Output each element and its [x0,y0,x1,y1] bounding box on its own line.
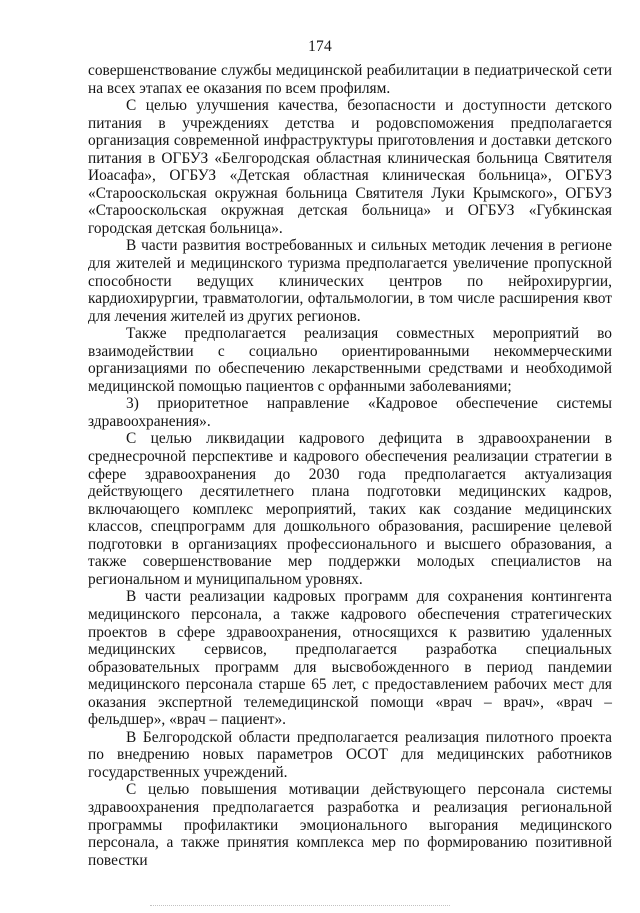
paragraph-2: С целью улучшения качества, безопасности и доступности детского питания в учреждениях детства и родовспоможения предполагается организация современной инфраструктуры приготовления и доставки детского питания в ОГБУЗ «Белгородская областная клиническая больница Святителя Иоасафа», ОГБУЗ «Детская областная клиническая больница», ОГБУЗ «Старооскольская окружная больница Святителя Луки Крымского», ОГБУЗ «Старооскольская окружная детская больница» и ОГБУЗ «Губкинская городская детская больница». [88,97,612,237]
paragraph-7: В части реализации кадровых программ для сохранения контингента медицинского персонала, а также кадрового обеспечения стратегических проектов в сфере здравоохранения, относящихся к развитию удаленных медицинских сервисов, предполагается разработка специальных образовательных программ для высвобожденного в период пандемии медицинского персонала старше 65 лет, с предоставлением рабочих мест для оказания экспертной телемедицинской помощи «врач – врач», «врач – фельдшер», «врач – пациент». [88,588,612,729]
paragraph-8: В Белгородской области предполагается реализация пилотного проекта по внедрению новых параметров ОСОТ для медицинских работников государственных учреждений. [88,728,612,781]
paragraph-1: совершенствование службы медицинской реабилитации в педиатрической сети на всех этапах ее оказания по всем профилям. [88,62,612,97]
paragraph-4: Также предполагается реализация совместных мероприятий во взаимодействии с социально ориентированными некоммерческими организациями по обеспечению лекарственными средствами и необходимой медицинской помощью пациентов с орфанными заболеваниями; [88,325,612,395]
paragraph-5: 3) приоритетное направление «Кадровое обеспечение системы здравоохранения». [88,395,612,430]
paragraph-6: С целью ликвидации кадрового дефицита в здравоохранении в среднесрочной перспективе и кадрового обеспечения реализации стратегии в сфере здравоохранения до 2030 года предполагается актуализация действующего десятилетнего плана подготовки медицинских кадров, включающего комплекс мероприятий, таких как создание медицинских классов, спецпрограмм для дошкольного образования, расширение целевой подготовки в организациях профессионального и высшего образования, а также совершенствование мер поддержки молодых специалистов на региональном и муниципальном уровнях. [88,430,612,588]
scan-artifact [150,905,450,908]
body-text [88,62,612,869]
page-number: 174 [308,38,332,55]
paragraph-3: В части развития востребованных и сильных методик лечения в регионе для жителей и медицинского туризма предполагается увеличение пропускной способности ведущих клинических центров по нейрохирургии, кардиохирургии, травматологии, офтальмологии, в том числе расширения квот для лечения жителей из других регионов. [88,237,612,325]
paragraph-9: С целью повышения мотивации действующего персонала системы здравоохранения предполагается разработка и реализация региональной программы профилактики эмоционального выгорания медицинского персонала, а также принятия комплекса мер по формированию позитивной повестки [88,781,612,869]
